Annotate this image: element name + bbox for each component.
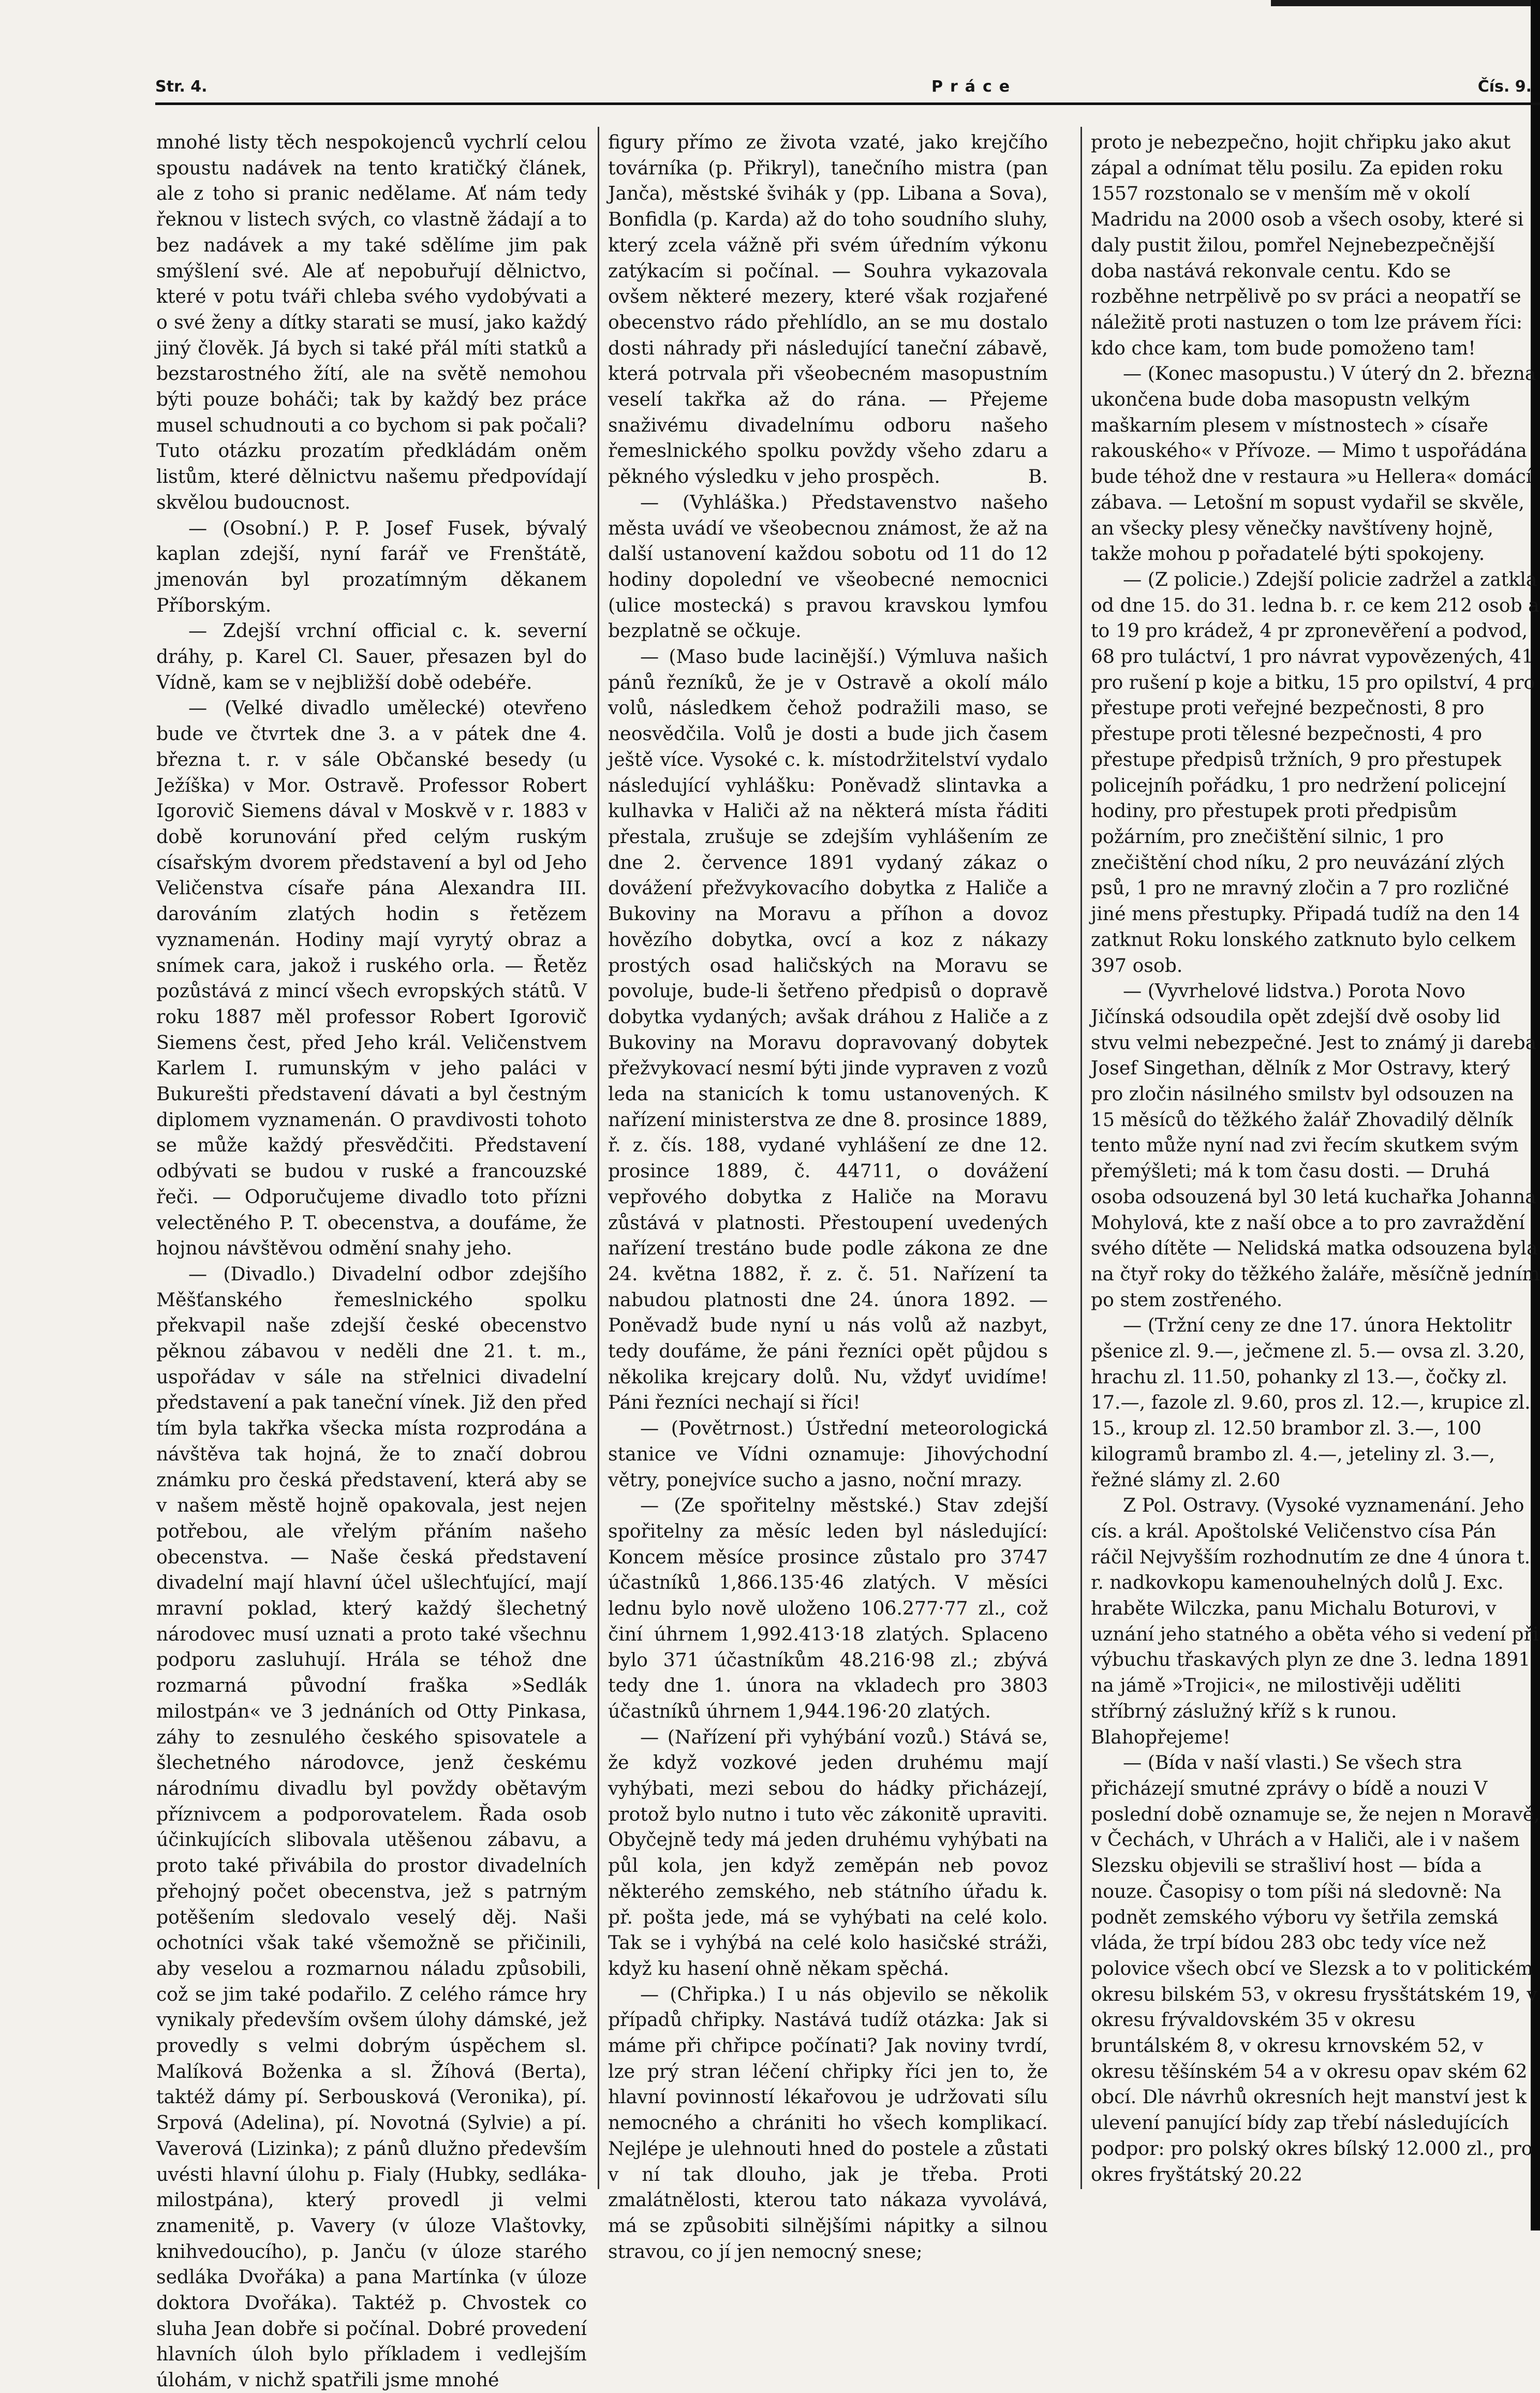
article-paragraph: — (Vyvrhelové lidstva.) Porota Novo Jičínská odsoudila opět zdejší dvě osoby lid stvu velmi nebezpečné. Jest to známý ji dareba Josef Singethan, dělník z Mor Ostravy, který pro zločin násilného smilstv byl odsouzen na 15 měsíců do těžkého žalář Zhovadilý dělník tento může nyní nad zvi řecím skutkem svým přemýšleti; má k tom času dosti. — Druhá osoba odsouzená byl 30 letá kuchařka Johanna Mohylová, kte z naší obce a to pro zavraždění svého dítěte — Nelidská matka odsouzena byla na čtyř roky do těžkého žaláře, měsíčně jedním po stem zostřeného. <box>1091 980 1540 1311</box>
column-2 <box>608 129 1048 2263</box>
article-paragraph: — (Osobní.) P. P. Josef Fusek, bývalý kaplan zdejší, nyní farář ve Frenštátě, jmenován byl prozatímným děkanem Příborským. <box>156 516 587 616</box>
issue-number: Čís. 9. <box>1477 78 1532 96</box>
article-paragraph: — (Vyhláška.) Představenstvo našeho města uvádí ve všeobecnou známost, že až na další ustanovení každou sobotu od 11 do 12 hodiny dopolední ve všeobecné nemocnici (ulice mostecká) s pravou kravskou lymfou bezplatně se očkuje. <box>608 491 1048 642</box>
article-paragraph: — (Nařízení při vyhýbání vozů.) Stává se, že když vozkové jeden druhému mají vyhýbati, mezi sebou do hádky přicházejí, protož bylo nutno i tuto věc zákonitě upraviti. Obyčejně tedy má jeden druhému vyhýbati na půl kola, jen když zeměpán neb povoz některého zemského, neb státního úřadu k. př. pošta jede, má se vyhýbati na celé kolo. Tak se i vyhýbá na celé kolo hasičské stráži, když ku hasení ohně někam spěchá. <box>608 1725 1048 1980</box>
article-paragraph: — (Konec masopustu.) V úterý dn 2. března ukončena bude doba masopustn velkým maškarním plesem v místnostech » císaře rakouského« v Přívoze. — Mimo t uspořádána bude téhož dne v restaura »u Hellera« domácí zábava. — Letošní m sopust vydařil se skvěle, an všecky plesy věnečky navštíveny hojně, takže mohou p pořadatelé býti spokojeny. <box>1091 362 1536 565</box>
article-paragraph: — (Z policie.) Zdejší policie zadržel a zatkla od dne 15. do 31. ledna b. r. ce kem 212 osob a to 19 pro krádež, 4 pr zpronevěření a podvod, 68 pro tuláctví, 1 pro návrat vypovězených, 41 pro rušení p koje a bitku, 15 pro opilství, 4 pro přestupe proti veřejné bezpečnosti, 8 pro přestupe proti tělesné bezpečnosti, 4 pro přestupe předpisů tržních, 9 pro přestupek policejníh pořádku, 1 pro nedržení policejní hodiny, pro přestupek proti předpisům požárním, pro znečištění silnic, 1 pro znečištění chod níku, 2 pro neuvázání zlých psů, 1 pro ne mravný zločin a 7 pro rozličné jiné mens přestupky. Připadá tudíž na den 14 zatknut Roku lonského zatknuto bylo celkem 397 osob. <box>1091 568 1539 977</box>
article-paragraph: figury přímo ze života vzaté, jako krejčího továrníka (p. Přikryl), tanečního mistra (pan Janča), městské švihák y (pp. Libana a Sova), Bonfidla (p. Karda) až do toho soudního sluhy, který zcela vážně při svém úředním výkonu zatýkacím si počínal. — Souhra vykazovala ovšem některé mezery, které však rozjařené obecenstvo rádo přehlídlo, an se mu dostalo dosti náhrady při následující taneční zábavě, která potrvala při všeobecném masopustním veselí takřka až do rána. — Přejeme snaživému divadelnímu odboru našeho řemeslnického spolku povždy všeho zdaru a pěkného výsledku v jeho prospěch. <box>608 131 1048 488</box>
article-paragraph: — (Povětrnost.) Ústřední meteorologická stanice ve Vídni oznamuje: Jihovýchodní větry, ponejvíce sucho a jasno, noční mrazy. <box>608 1417 1048 1491</box>
page-header <box>155 78 1532 99</box>
column-3 <box>1091 129 1540 2189</box>
header-rule <box>155 102 1540 105</box>
article-paragraph: mnohé listy těch nespokojenců vychrlí celou spoustu nadávek na tento kratičký článek, ale z toho si pranic nedělame. Ať nám tedy řeknou v listech svých, co vlastně žádají a to bez nadávek a my také sdělíme jim pak smýšlení své. Ale ať nepobuřují dělnictvo, které v potu tváři chleba svého vydobývati a o své ženy a dítky starati se musí, jako každý jiný člověk. Já bych si také přál míti statků a bezstarostného žítí, ale na světě nemohou býti pouze boháči; tak by každý bez práce musel schudnouti a co bychom si pak počali? Tuto otázku prozatím předkládám oněm listům, které dělnictvu našemu předpovídají skvělou budoucnost. <box>156 131 587 513</box>
article-paragraph: — (Bída v naší vlasti.) Se všech stra přicházejí smutné zprávy o bídě a nouzi V poslední době oznamuje se, že nejen n Moravě, v Čechách, v Uhrách a v Haliči, ale i v našem Slezsku objevili se strašliví host — bída a nouze. Časopisy o tom píši ná sledovně: Na podnět zemského výboru vy šetřila zemská vláda, že trpí bídou 283 obc tedy více než polovice všech obcí ve Slezsk a to v politickém okresu bilském 53, v okresu frysštátském 19, v okresu frývaldovském 35 v okresu bruntálském 8, v okresu krnovském 52, v okresu těšínském 54 a v okresu opav ském 62 obcí. Dle návrhů okresních hejt manství jest k ulevení panující bídy zap třebí následujících podpor: pro polský okres bílský 12.000 zl., pro okres fryštátský 20.22 <box>1091 1751 1540 2185</box>
column-divider-1 <box>598 127 599 2189</box>
newspaper-title: Práce <box>931 78 1017 96</box>
article-paragraph: proto je nebezpečno, hojit chřipku jako akut zápal a odnímat tělu posilu. Za epiden roku 1557 rozstonalo se v menším mě v okolí Madridu na 2000 osob a všech osoby, které si daly pustit žilou, pomřel Nejnebezpečnější doba nastává rekonvale centu. Kdo se rozběhne netrpělivě po sv práci a neopatří se náležitě proti nastuzen o tom lze právem říci: kdo chce kam, tom bude pomoženo tam! <box>1091 131 1524 359</box>
author-signature: B. <box>1028 465 1048 488</box>
article-paragraph: — (Chřipka.) I u nás objevilo se několik případů chřipky. Nastává tudíž otázka: Jak si máme při chřipce počínati? Jak noviny tvrdí, lze prý stran léčení chřipky říci jen to, že hlavní povinností lékařovou je udržovati sílu nemocného a chrániti ho všech komplikací. Nejlépe je ulehnouti hned do postele a zůstati v ní tak dlouho, jak je třeba. Proti zmalátnělosti, kterou tato nákaza vyvolává, má se způsobiti silnějšími nápitky a silnou stravou, co jí jen nemocný snese; <box>608 1983 1048 2263</box>
page-number: Str. 4. <box>155 78 208 96</box>
page-edge-shadow-top <box>1271 0 1540 6</box>
article-paragraph: Z Pol. Ostravy. (Vysoké vyznamenání. Jeho cís. a král. Apoštolské Veličenstvo císa Pán ráčil Nejvyšším rozhodnutím ze dne 4 února t. r. nadkovkopu kamenouhelných dolů J. Exc. hraběte Wilczka, panu Michalu Boturovi, v uznání jeho statného a oběta vého si vedení při výbuchu třaskavých plyn ze dne 3. ledna 1891 na jámě »Trojici«, ne milostivěji uděliti stříbrný záslužný kříž s k runou. Blahopřejeme! <box>1091 1494 1539 1748</box>
article-paragraph: — (Velké divadlo umělecké) otevřeno bude ve čtvrtek dne 3. a v pátek dne 4. března t. r. v sále Občanské besedy (u Ježíška) v Mor. Ostravě. Professor Robert Igorovič Siemens dával v Moskvě v r. 1883 v době korunování před celým ruským císařským dvorem představení a byl od Jeho Veličenstva císaře pána Alexandra III. darováním zlatých hodin s řetězem vyznamenán. Hodiny mají vyrytý obraz a snímek cara, jakož i ruského orla. — Řetěz pozůstává z mincí všech evropských států. V roku 1887 měl professor Robert Igorovič Siemens čest, před Jeho král. Veličenstvem Karlem I. rumunským v jeho paláci v Bukurešti představení dávati a byl čestným diplomem vyznamenán. O pravdivosti tohoto se může každý přesvědčiti. Představení odbývati se budou v ruské a francouzské řeči. — Odporučujeme divadlo toto přízni velectěného P. T. obecenstva, a doufáme, že hojnou návštěvou odmění snahy jeho. <box>156 697 587 1260</box>
column-divider-2 <box>1080 127 1082 2189</box>
column-1 <box>156 129 587 2391</box>
article-paragraph: — Zdejší vrchní official c. k. severní dráhy, p. Karel Cl. Sauer, přesazen byl do Vídně, kam se v nejbližší době odebéře. <box>156 619 587 693</box>
article-paragraph: — (Maso bude lacinější.) Výmluva našich pánů řezníků, že je v Ostravě a okolí málo volů, následkem čehož podražili maso, se neosvědčila. Volů je dosti a bude jich časem ještě více. Vysoké c. k. místodržitelství vydalo následující vyhlášku: Poněvadž slintavka a kulhavka v Haliči až na některá místa řáditi přestala, zrušuje se zdejším vyhlášením ze dne 2. července 1891 vydaný zákaz o dovážení přežvykovacího dobytka z Haliče a Bukoviny na Moravu a příhon a dovoz hovězího dobytka, ovcí a koz z nákazy prostých osad haličských na Moravu se povoluje, bude-li šetřeno předpisů o dopravě dobytka vydaných; avšak dráhou z Haliče a z Bukoviny na Moravu dopravovaný dobytek přežvykovací nesmí býti jinde vypraven z vozů leda na stanicích k tomu ustanovených. K nařízení ministerstva ze dne 8. prosince 1889, ř. z. čís. 188, vydané vyhlášení ze dne 12. prosince 1889, č. 44711, o dovážení vepřového dobytka z Haliče na Moravu zůstává v platnosti. Přestoupení uvedených nařízení trestáno bude podle zákona ze dne 24. května 1882, ř. z. č. 51. Nařízení ta nabudou platnosti dne 24. února 1892. — Poněvadž bude nyní u nás volů až nazbyt, tedy doufáme, že páni řezníci opět půjdou s několika krejcary dolů. Nu, vždyť uvidíme! Páni řezníci nechají si říci! <box>608 645 1048 1414</box>
article-paragraph: — (Divadlo.) Divadelní odbor zdejšího Měšťanského řemeslnického spolku překvapil naše zdejší české obecenstvo pěknou zábavou v neděli dne 21. t. m., uspořádav v sále na střelnici divadelní představení a pak taneční vínek. Již den před tím byla takřka všecka místa rozprodána a návštěva tak hojná, že to značí dobrou známku pro česká představení, která aby se v našem městě hojně opakovala, jest nejen potřebou, ale vřelým přáním našeho obecenstva. — Naše česká představení divadelní mají hlavní účel ušlechťující, mají mravní poklad, který každý šlechetný národovec musí uznati a proto také všechnu podporu zasluhují. Hrála se téhož dne rozmarná původní fraška »Sedlák milostpán« ve 3 jednáních od Otty Pinkasa, záhy to zesnulého českého spisovatele a šlechetného národovce, jenž českému národnímu divadlu byl povždy obětavým příznivcem a podporovatelem. Řada osob účinkujících slibovala utěšenou zábavu, a proto také přivábila do prostor divadelních přehojný počet obecenstva, jež s patrným potěšením sledovalo veselý děj. Naši ochotníci však také všemožně se přičinili, aby veselou a rozmarnou náladu způsobili, což se jim také podařilo. Z celého rámce hry vynikaly především ovšem úlohy dámské, jež provedly s velmi dobrým úspěchem sl. Malíková Boženka a sl. Žíhová (Berta), taktéž dámy pí. Serbousková (Veronika), pí. Srpová (Adelina), pí. Novotná (Sylvie) a pí. Vaverová (Lizinka); z pánů dlužno především uvésti hlavní úlohu p. Fialy (Hubky, sedláka-milostpána), který provedl ji velmi znamenitě, p. Vavery (v úloze Vlaštovky, knihvedoucího), p. Janču (v úloze starého sedláka Dvořáka) a pana Martínka (v úloze doktora Dvořáka). Taktéž p. Chvostek co sluha Jean dobře si počínal. Dobré provedení hlavních úloh bylo příkladem i vedlejším úlohám, v nichž spatřili jsme mnohé <box>156 1262 587 2391</box>
article-paragraph: — (Ze spořitelny městské.) Stav zdejší spořitelny za měsíc leden byl následující: Koncem měsíce prosince zůstalo pro 3747 účastníků 1,866.135·46 zlatých. V měsíci lednu bylo nově uloženo 106.277·77 zl., což činí úhrnem 1,992.413·18 zlatých. Splaceno bylo 371 účastníkům 48.216·98 zl.; zbývá tedy dne 1. února na vkladech pro 3803 účastníků úhrnem 1,944.196·20 zlatých. <box>608 1494 1048 1722</box>
article-paragraph: — (Tržní ceny ze dne 17. února Hektolitr pšenice zl. 9.—, ječmene zl. 5.— ovsa zl. 3.20, hrachu zl. 11.50, pohanky zl 13.—, čočky zl. 17.—, fazole zl. 9.60, pros zl. 12.—, krupice zl. 15., kroup zl. 12.50 brambor zl. 3.—, 100 kilogramů brambo zl. 4.—, jeteliny zl. 3.—, řežné slámy zl. 2.60 <box>1091 1314 1531 1491</box>
